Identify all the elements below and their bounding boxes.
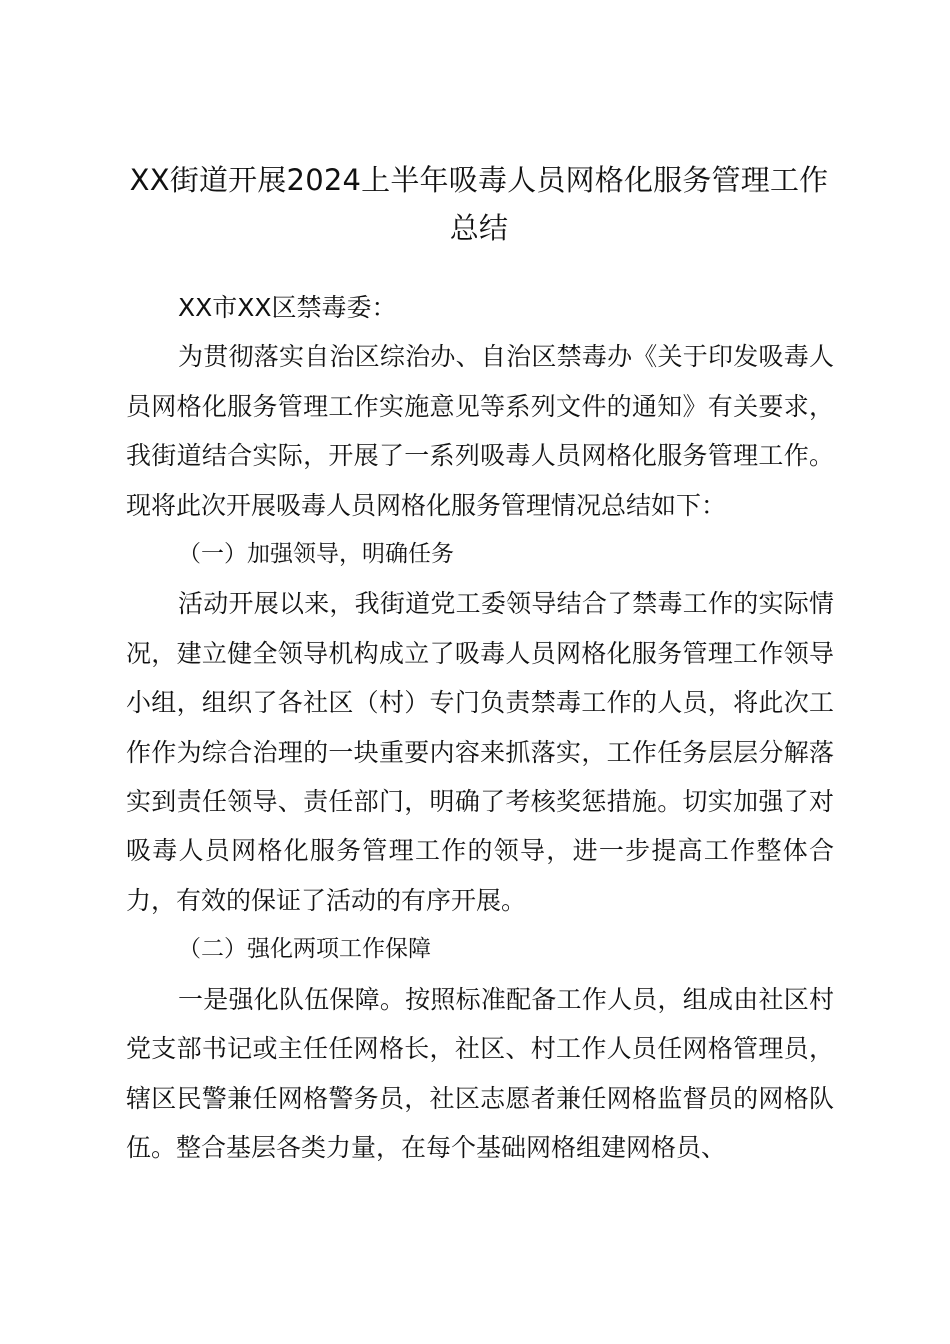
salutation: XX市XX区禁毒委： xyxy=(178,293,397,322)
section-heading-2: （二）强化两项工作保障 xyxy=(178,936,431,963)
intro-paragraph: 为贯彻落实自治区综治办、自治区禁毒办《关于印发吸毒人员网格化服务管理工作实施意见等系列文件的通知》有关要求，我街道结合实际，开展了一系列吸毒人员网格化服务管理工作。现将此次开展吸毒人员网格化服务管理情况总结如下： xyxy=(126,342,834,520)
section-2-paragraph: 一是强化队伍保障。按照标准配备工作人员，组成由社区村党支部书记或主任任网格长，社区、村工作人员任网格管理员，辖区民警兼任网格警务员，社区志愿者兼任网格监督员的网格队伍。整合基层各类力量，在每个基础网格组建网格员、 xyxy=(126,984,834,1162)
section-heading-1: （一）加强领导，明确任务 xyxy=(178,541,454,568)
document-body xyxy=(126,283,834,1172)
document-title: XX街道开展2024上半年吸毒人员网格化服务管理工作总结 xyxy=(129,163,829,245)
section-1-paragraph: 活动开展以来，我街道党工委领导结合了禁毒工作的实际情况，建立健全领导机构成立了吸毒人员网格化服务管理工作领导小组，组织了各社区（村）专门负责禁毒工作的人员，将此次工作作为综合治理的一块重要内容来抓落实，工作任务层层分解落实到责任领导、责任部门，明确了考核奖惩措施。切实加强了对吸毒人员网格化服务管理工作的领导，进一步提高工作整体合力，有效的保证了活动的有序开展。 xyxy=(126,589,834,915)
